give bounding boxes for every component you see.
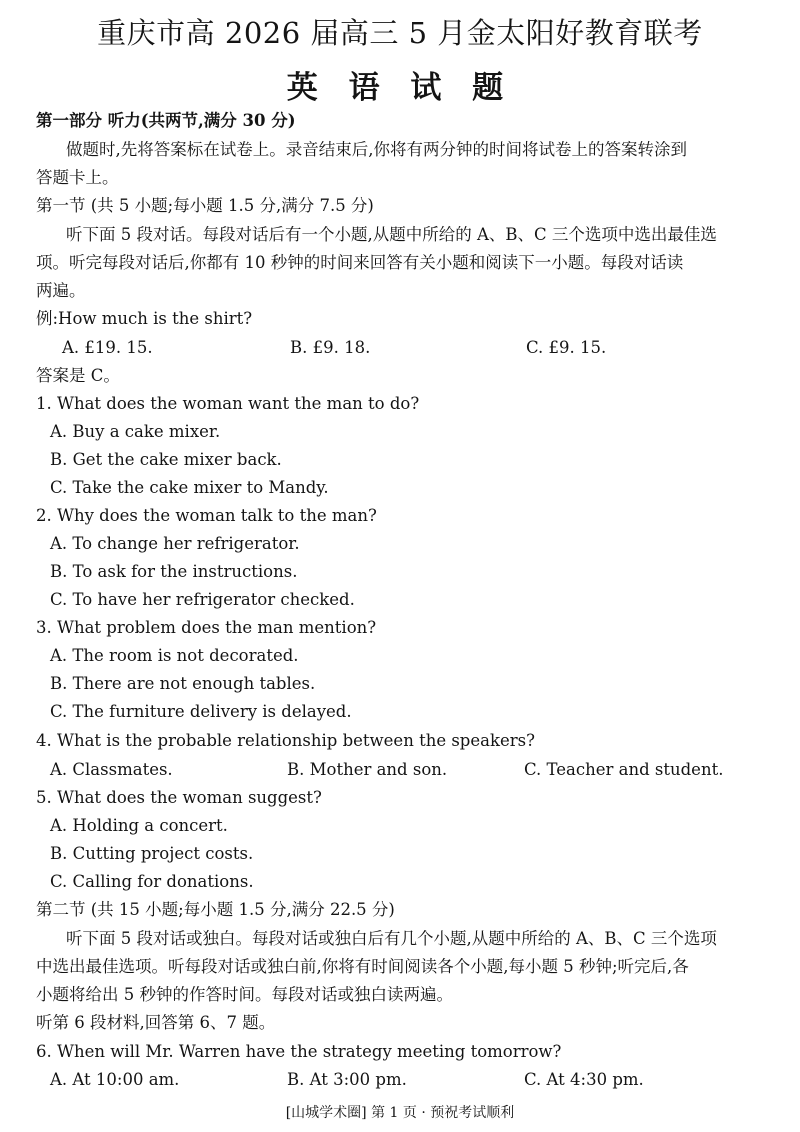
question-6-option-c: C. At 4:30 pm. xyxy=(524,1070,644,1089)
section1-instr-line1: 听下面 5 段对话。每段对话后有一个小题,从题中所给的 A、B、C 三个选项中选出最佳选 xyxy=(66,225,717,244)
section2-heading: 第二节 (共 15 小题;每小题 1.5 分,满分 22.5 分) xyxy=(36,900,395,919)
example-option-a: A. £19. 15. xyxy=(62,338,153,357)
section1-heading: 第一节 (共 5 小题;每小题 1.5 分,满分 7.5 分) xyxy=(36,196,374,215)
example-option-b: B. £9. 18. xyxy=(290,338,371,357)
part1-intro-line1: 做题时,先将答案标在试卷上。录音结束后,你将有两分钟的时间将试卷上的答案转涂到 xyxy=(66,140,687,159)
question-5-option-b: B. Cutting project costs. xyxy=(50,844,254,863)
question-4-option-c: C. Teacher and student. xyxy=(524,760,724,779)
question-1-option-a: A. Buy a cake mixer. xyxy=(50,422,221,441)
question-5: 5. What does the woman suggest? xyxy=(36,788,322,807)
question-6-option-b: B. At 3:00 pm. xyxy=(287,1070,407,1089)
question-1-option-b: B. Get the cake mixer back. xyxy=(50,450,282,469)
question-1: 1. What does the woman want the man to do? xyxy=(36,394,420,413)
question-5-option-c: C. Calling for donations. xyxy=(50,872,254,891)
question-2-option-c: C. To have her refrigerator checked. xyxy=(50,590,355,609)
part1-intro-line2: 答题卡上。 xyxy=(36,168,119,187)
question-4-option-a: A. Classmates. xyxy=(50,760,173,779)
subject-title: 英 语 试 题 xyxy=(286,70,514,106)
section1-instr-line3: 两遍。 xyxy=(36,281,86,300)
question-4-option-b: B. Mother and son. xyxy=(287,760,448,779)
section2-instr-line3: 小题将给出 5 秒钟的作答时间。每段对话或独白读两遍。 xyxy=(36,985,453,1004)
question-2: 2. Why does the woman talk to the man? xyxy=(36,506,377,525)
question-1-option-c: C. Take the cake mixer to Mandy. xyxy=(50,478,329,497)
section1-instr-line2: 项。听完每段对话后,你都有 10 秒钟的时间来回答有关小题和阅读下一小题。每段对话读 xyxy=(36,253,684,272)
material-6-instruction: 听第 6 段材料,回答第 6、7 题。 xyxy=(36,1013,276,1032)
example-option-c: C. £9. 15. xyxy=(526,338,607,357)
question-6-option-a: A. At 10:00 am. xyxy=(50,1070,180,1089)
example-question: 例:How much is the shirt? xyxy=(36,309,253,328)
question-2-option-a: A. To change her refrigerator. xyxy=(50,534,300,553)
question-2-option-b: B. To ask for the instructions. xyxy=(50,562,298,581)
section2-instr-line1: 听下面 5 段对话或独白。每段对话或独白后有几个小题,从题中所给的 A、B、C 三个选项 xyxy=(66,929,717,948)
question-3-option-a: A. The room is not decorated. xyxy=(50,646,299,665)
page-footer: [山城学术圈] 第 1 页 · 预祝考试顺利 xyxy=(285,1105,515,1121)
question-3: 3. What problem does the man mention? xyxy=(36,618,377,637)
exam-title: 重庆市高 2026 届高三 5 月金太阳好教育联考 xyxy=(97,16,703,50)
question-5-option-a: A. Holding a concert. xyxy=(50,816,228,835)
example-answer: 答案是 C。 xyxy=(36,366,120,385)
section2-instr-line2: 中选出最佳选项。听每段对话或独白前,你将有时间阅读各个小题,每小题 5 秒钟;听完后,各 xyxy=(36,957,689,976)
question-3-option-c: C. The furniture delivery is delayed. xyxy=(50,702,352,721)
question-6: 6. When will Mr. Warren have the strategy meeting tomorrow? xyxy=(36,1042,562,1061)
question-3-option-b: B. There are not enough tables. xyxy=(50,674,316,693)
part1-heading: 第一部分 听力(共两节,满分 30 分) xyxy=(36,111,296,130)
question-4: 4. What is the probable relationship between the speakers? xyxy=(36,731,535,750)
